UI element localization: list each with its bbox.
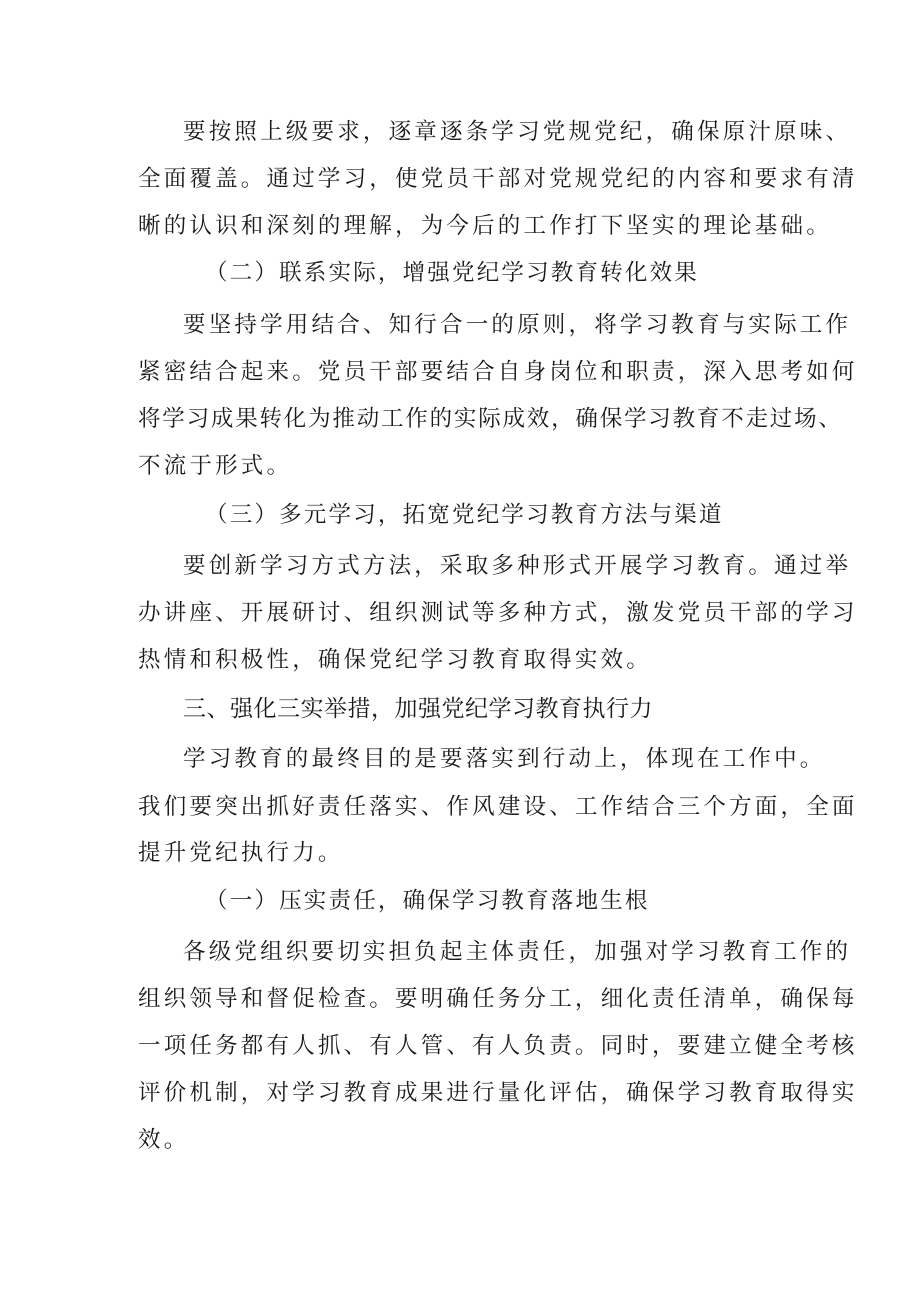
subheading: （一）压实责任，确保学习教育落地生根 — [205, 888, 650, 914]
paragraph-line: 全面覆盖。通过学习，使党员干部对党规党纪的内容和要求有清 — [138, 166, 858, 192]
paragraph-line: 组织领导和督促检查。要明确任务分工，细化责任清单，确保每 — [138, 986, 858, 1012]
paragraph-line: 学习教育的最终目的是要落实到行动上，体现在工作中。 — [183, 746, 826, 772]
paragraph-line: 不流于形式。 — [138, 453, 293, 479]
section-heading: 三、强化三实举措，加强党纪学习教育执行力 — [183, 696, 653, 722]
paragraph-line: 办讲座、开展研讨、组织测试等多种方式，激发党员干部的学习 — [138, 600, 858, 626]
paragraph-line: 各级党组织要切实担负起主体责任，加强对学习教育工作的 — [183, 939, 852, 965]
paragraph-line: 效。 — [138, 1127, 190, 1153]
paragraph-line: 热情和积极性，确保党纪学习教育取得实效。 — [138, 647, 653, 673]
subheading: （三）多元学习，拓宽党纪学习教育方法与渠道 — [205, 502, 724, 528]
paragraph-line: 提升党纪执行力。 — [138, 840, 344, 866]
paragraph-line: 一项任务都有人抓、有人管、有人负责。同时，要建立健全考核 — [138, 1033, 858, 1059]
subheading: （二）联系实际，增强党纪学习教育转化效果 — [205, 260, 700, 286]
paragraph-line: 要坚持学用结合、知行合一的原则，将学习教育与实际工作 — [183, 312, 852, 338]
paragraph-line: 我们要突出抓好责任落实、作风建设、工作结合三个方面，全面 — [138, 794, 858, 820]
paragraph-line: 紧密结合起来。党员干部要结合自身岗位和职责，深入思考如何 — [138, 359, 858, 385]
paragraph-line: 将学习成果转化为推动工作的实际成效，确保学习教育不走过场、 — [138, 406, 843, 432]
paragraph-line: 要按照上级要求，逐章逐条学习党规党纪，确保原汁原味、 — [183, 119, 852, 145]
paragraph-line: 评价机制，对学习教育成果进行量化评估，确保学习教育取得实 — [138, 1080, 858, 1106]
paragraph-line: 要创新学习方式方法，采取多种形式开展学习教育。通过举 — [183, 553, 852, 579]
paragraph-line: 晰的认识和深刻的理解，为今后的工作打下坚实的理论基础。 — [138, 213, 832, 239]
